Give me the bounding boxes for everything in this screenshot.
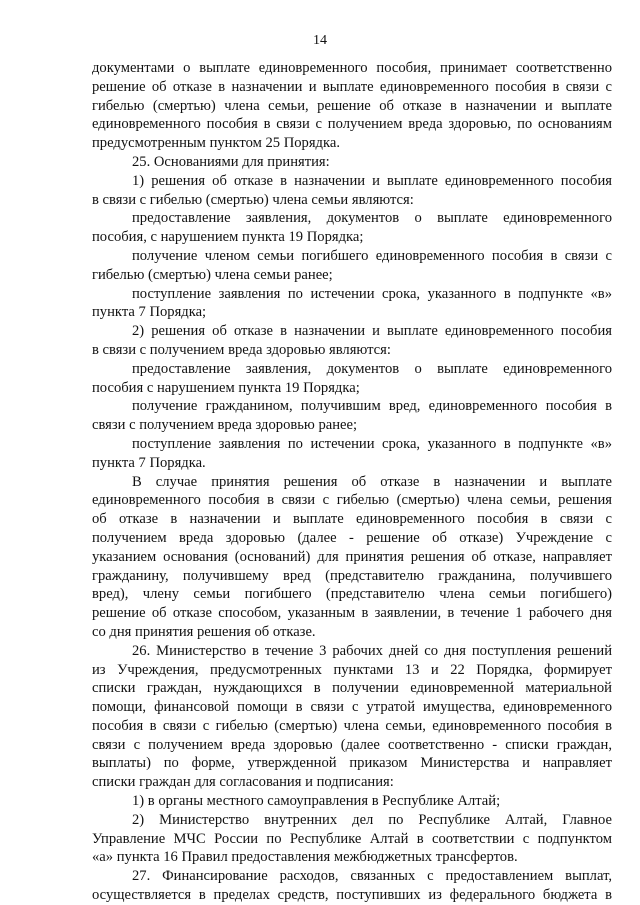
text-line: предоставление заявления, документов о выплате единовременного [132,360,612,377]
text-line: связи с получением вреда здоровью (далее соответственно - списки граждан, [92,736,612,753]
text-line: помощи, финансовой помощи в связи с утратой имущества, единовременного [92,699,612,716]
text-line: 26. Министерство в течение 3 рабочих дней со дня поступления решений [132,642,612,659]
text-line: 2) Министерство внутренних дел по Республике Алтай, Главное [132,811,612,828]
text-line: указанием основания (оснований) для принятия решения об отказе, направляет [92,548,612,565]
text-line: получение гражданином, получившим вред, единовременного пособия в [132,398,612,415]
text-line: в связи с получением вреда здоровью являются: [92,341,391,358]
page-number: 14 [313,33,327,48]
text-line: предусмотренным пунктом 25 Порядка. [92,135,340,152]
text-line: предоставление заявления, документов о выплате единовременного [132,210,612,227]
text-line: гражданину, получившему вред (представителю гражданина, получившего [92,567,612,584]
text-line: связи с получением вреда здоровью ранее; [92,417,358,434]
text-line: 2) решения об отказе в назначении и выплате единовременного пособия [132,323,612,340]
text-line: 1) в органы местного самоуправления в Республике Алтай; [132,793,501,810]
text-line: со дня принятия решения об отказе. [92,623,316,640]
text-line: выплаты) по форме, утвержденной приказом Министерства и направляет [92,755,612,772]
text-line: пособия с нарушением пункта 19 Порядка; [92,379,360,396]
text-line: документами о выплате единовременного пособия, принимает соответственно [92,60,612,76]
text-line: вред), члену семьи погибшего (представителю члена семьи погибшего) [92,586,612,603]
text-line: пункта 7 Порядка; [92,304,207,321]
text-line: 27. Финансирование расходов, связанных с предоставлением выплат, [132,868,612,885]
text-line: в связи с гибелью (смертью) члена семьи являются: [92,191,414,208]
text-line: получением вреда здоровью (далее - решение об отказе) Учреждение с [92,529,612,546]
text-line: В случае принятия решения об отказе в назначении и выплате [132,473,612,490]
text-line: гибелью (смертью) члена семьи ранее; [92,266,333,283]
text-line: пособия, с нарушением пункта 19 Порядка; [92,229,364,246]
text-line: 25. Основаниями для принятия: [132,153,330,170]
text-line: единовременного пособия в связи с получением вреда здоровью, по основаниям [92,116,612,133]
text-line: 1) решения об отказе в назначении и выплате единовременного пособия [132,172,612,189]
text-line: поступление заявления по истечении срока, указанного в подпункте «в» [132,285,612,302]
text-line: поступление заявления по истечении срока, указанного в подпункте «в» [132,435,612,452]
text-line: из Учреждения, предусмотренных пунктами 13 и 22 Порядка, формирует [92,661,612,678]
text-line: пункта 7 Порядка. [92,454,206,471]
text-line: списки граждан для согласования и подписания: [92,774,394,791]
text-line: решение об отказе в назначении и выплате единовременного пособия в связи с [92,78,612,95]
text-line: получение членом семьи погибшего единовременного пособия в связи с [132,247,612,264]
text-line: гибелью (смертью) члена семьи, решение об отказе в назначении и выплате [92,97,612,114]
text-line: единовременного пособия в связи с гибелью (смертью) члена семьи, решения [92,492,612,509]
text-line: списки граждан, нуждающихся в получении единовременной материальной [92,680,612,697]
text-line: решение об отказе способом, указанным в заявлении, в течение 1 рабочего дня [92,605,612,622]
text-line: «а» пункта 16 Правил предоставления межбюджетных трансфертов. [92,849,518,866]
text-line: об отказе в назначении и выплате единовременного пособия в связи с [92,511,612,528]
text-line: пособия в связи с гибелью (смертью) члена семьи, единовременного пособия в [92,717,612,734]
text-line: осуществляется в пределах средств, поступивших из федерального бюджета в [92,887,612,904]
text-line: Управление МЧС России по Республике Алтай в соответствии с подпунктом [92,830,612,847]
document-body [92,59,612,905]
